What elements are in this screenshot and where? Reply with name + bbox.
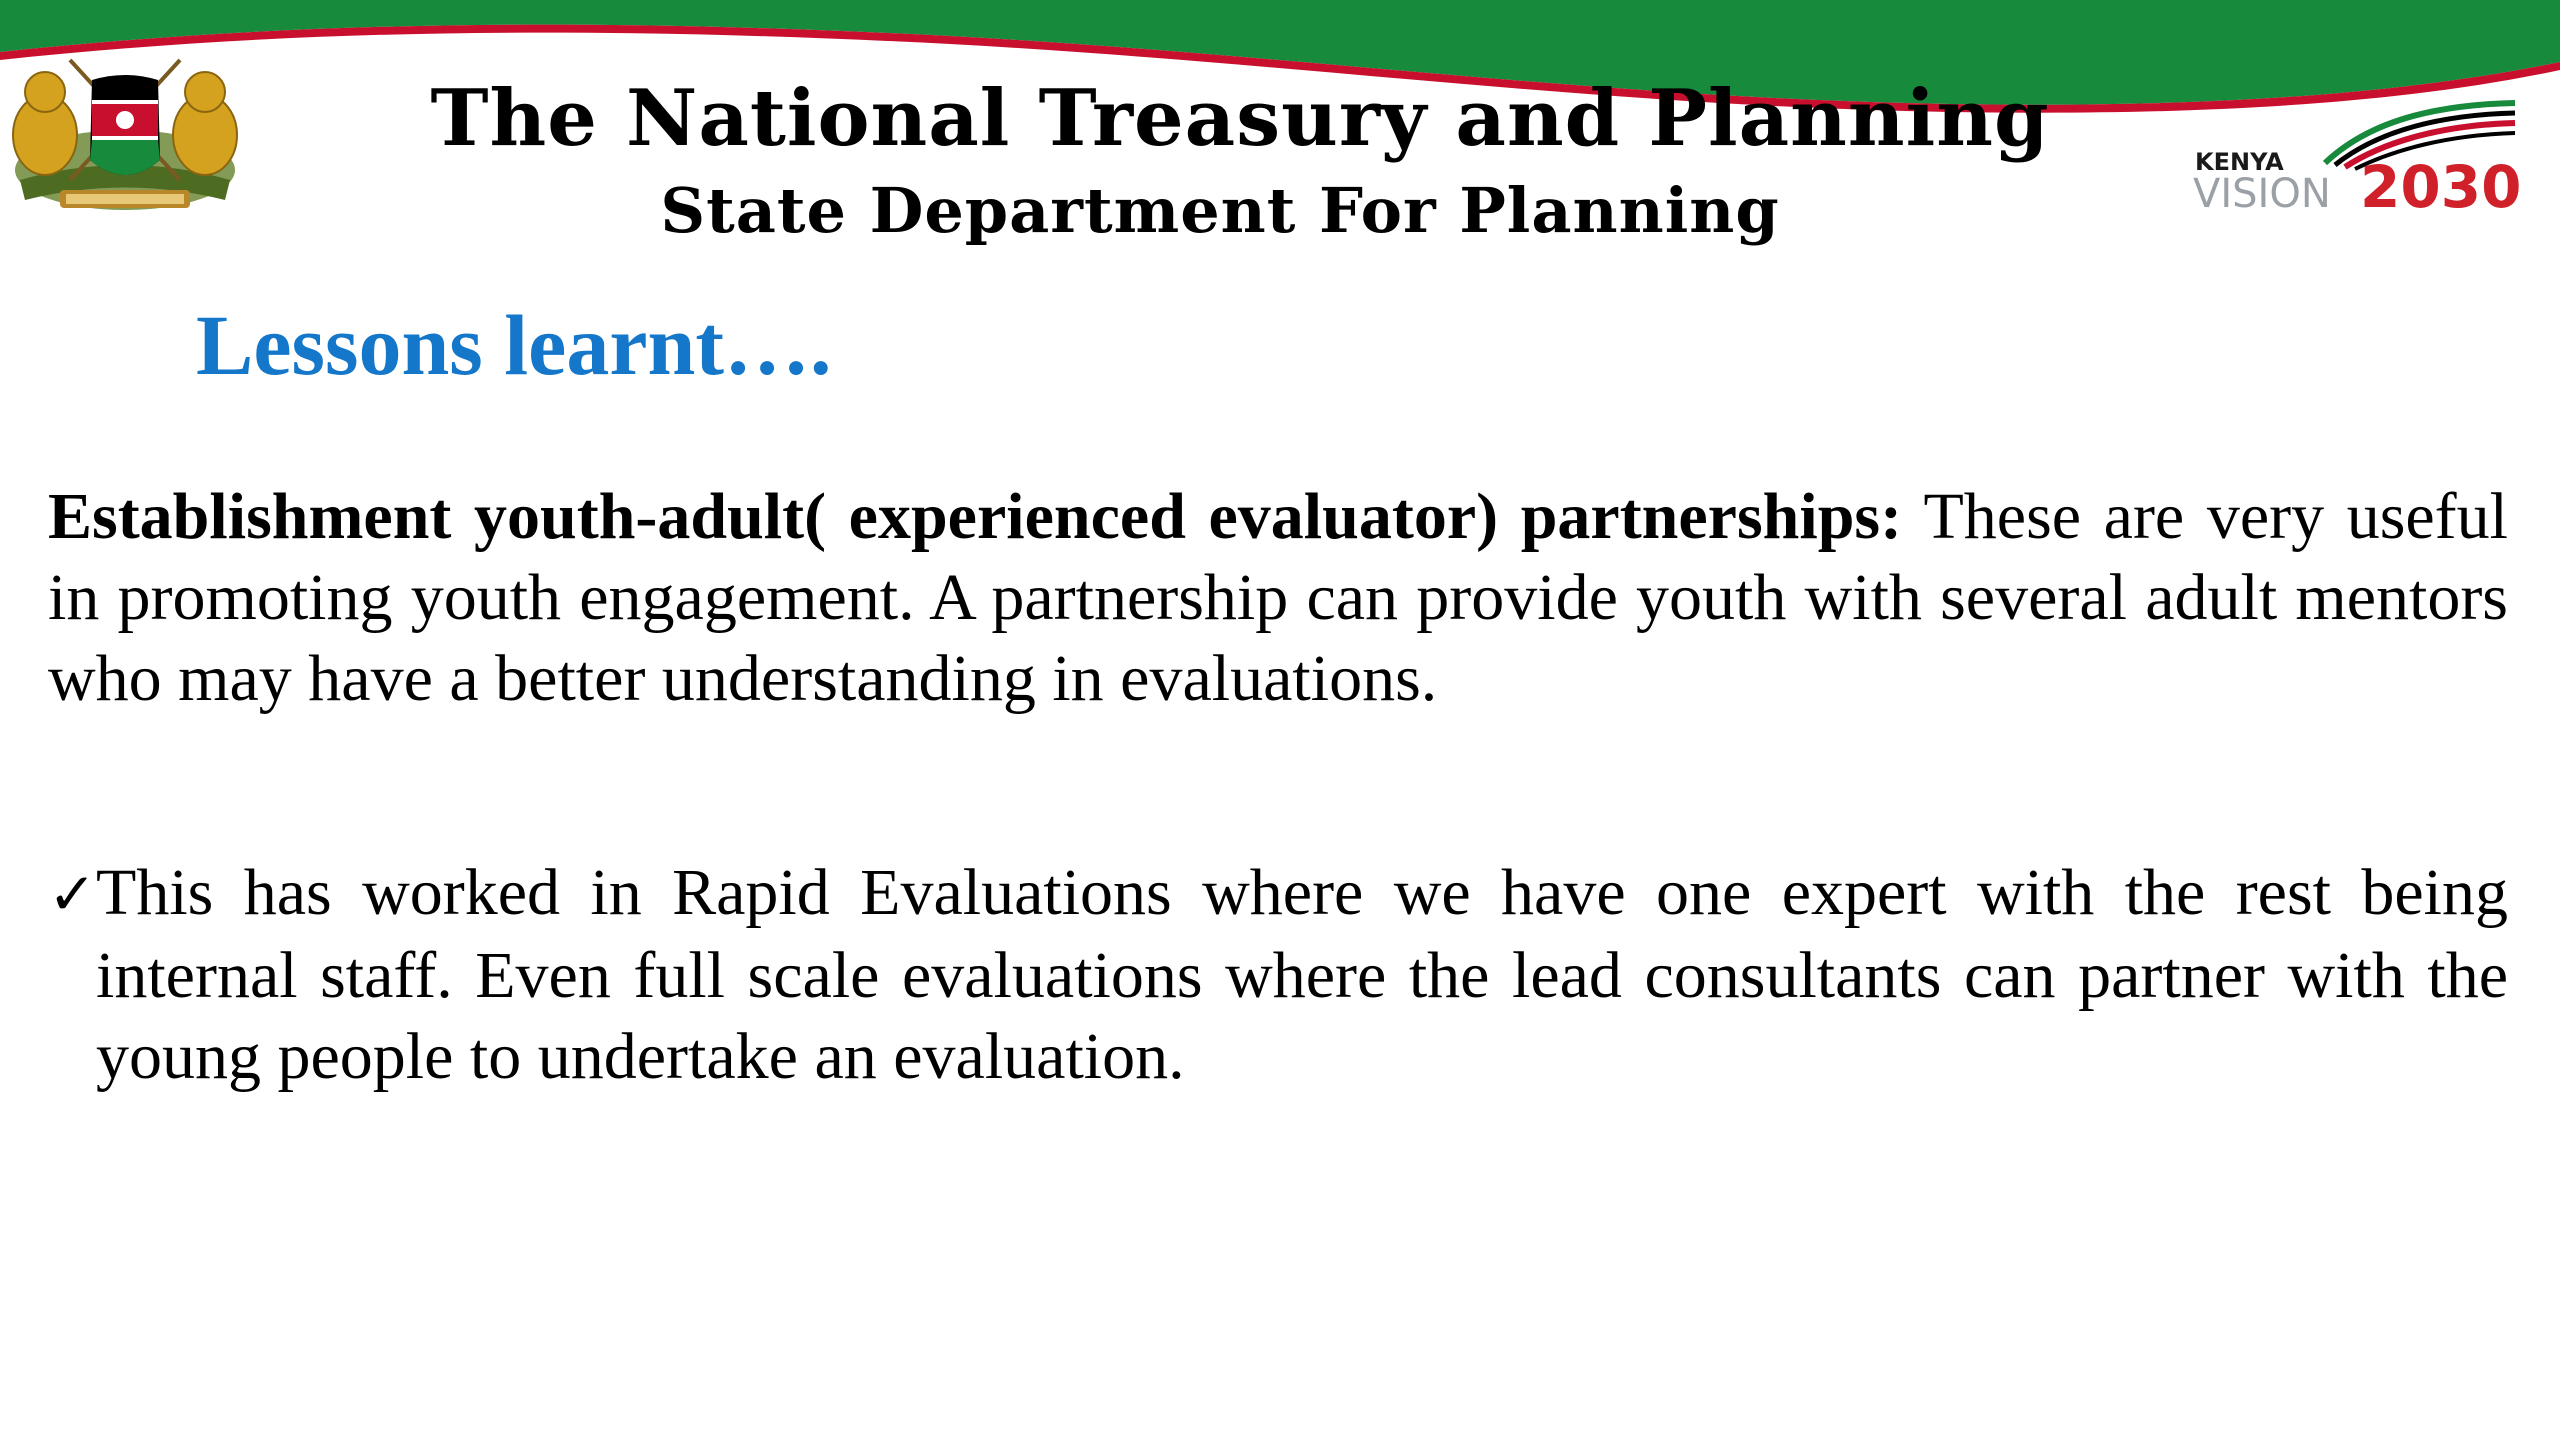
vision-logo-vision: VISION [2193,171,2331,217]
paragraph-body: These are very useful in promoting youth engagement. A partnership can provide youth with several adult mentors who may have a better understanding in evaluations. [48,480,2508,715]
bullet-item [48,852,2508,1097]
partnership-paragraph [48,476,2508,719]
checkmark-icon: ✓ [48,860,97,928]
paragraph-lead: Establishment youth-adult( experienced evaluator) partnerships: [48,480,1903,553]
header-title: The National Treasury and Planning [430,73,2050,164]
kenya-vision-2030-logo [2185,85,2560,225]
bullet-text: This has worked in Rapid Evaluations where we have one expert with the rest being internal staff. Even full scale evaluations where the lead consultants can partner with the young people to undertake an evaluation. [96,856,2508,1093]
header-subtitle: State Department For Planning [660,174,1780,247]
vision-logo-year: 2030 [2360,153,2522,221]
vision-logo-kenya: KENYA [2195,148,2284,176]
section-heading: Lessons learnt…. [196,297,832,393]
